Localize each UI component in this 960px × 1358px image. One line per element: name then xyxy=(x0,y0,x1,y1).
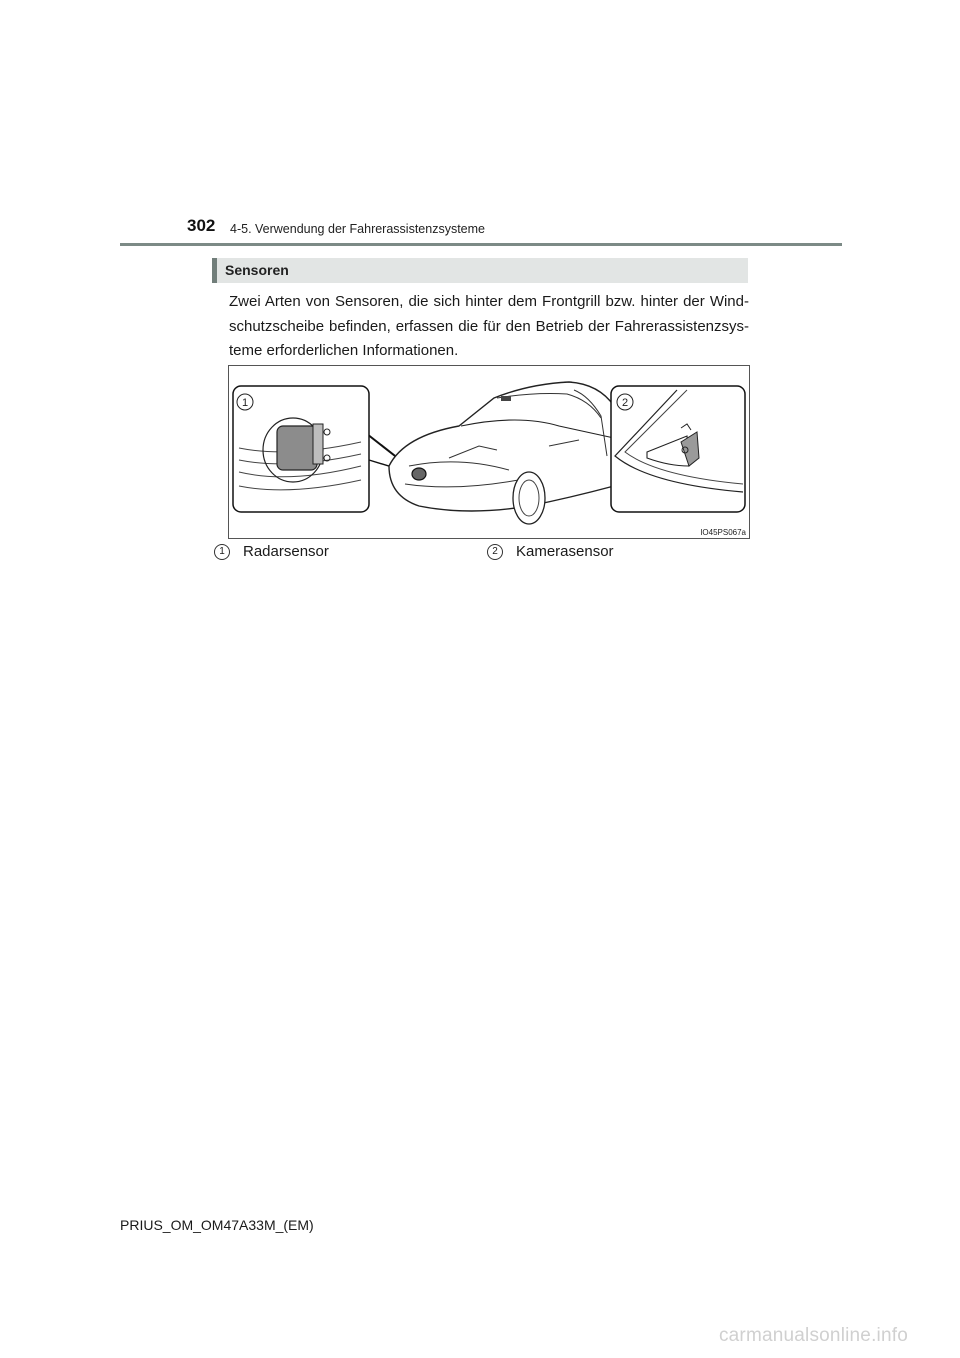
section-header: 4-5. Verwendung der Fahrerassistenzsysteme xyxy=(230,222,485,236)
caption-camera xyxy=(487,543,614,560)
watermark: carmanualsonline.info xyxy=(718,1325,908,1346)
footer-doc-code: PRIUS_OM_OM47A33M_(EM) xyxy=(120,1217,314,1233)
caption-label-radar: Radarsensor xyxy=(243,543,329,560)
section-heading-bar xyxy=(212,258,748,283)
callout-1: 1 xyxy=(241,397,249,409)
caption-radar xyxy=(214,543,329,560)
callout-2: 2 xyxy=(621,397,629,409)
car-illustration xyxy=(229,366,749,538)
caption-number-2: 2 xyxy=(487,544,503,560)
body-paragraph: Zwei Arten von Sensoren, die sich hinter dem Frontgrill bzw. hinter der Wind-schutzscheibe befinden, erfassen die für den Betrieb der Fahrerassistenzsys-teme erforderlichen Informationen. xyxy=(229,293,749,359)
page-number: 302 xyxy=(187,216,216,235)
caption-number-1: 1 xyxy=(214,544,230,560)
heading-accent xyxy=(212,258,217,283)
section-heading: Sensoren xyxy=(225,262,289,278)
caption-label-camera: Kamerasensor xyxy=(516,543,614,560)
sensor-figure xyxy=(228,365,750,539)
figure-code: IO45PS067a xyxy=(700,528,746,537)
header-rule xyxy=(120,243,842,246)
